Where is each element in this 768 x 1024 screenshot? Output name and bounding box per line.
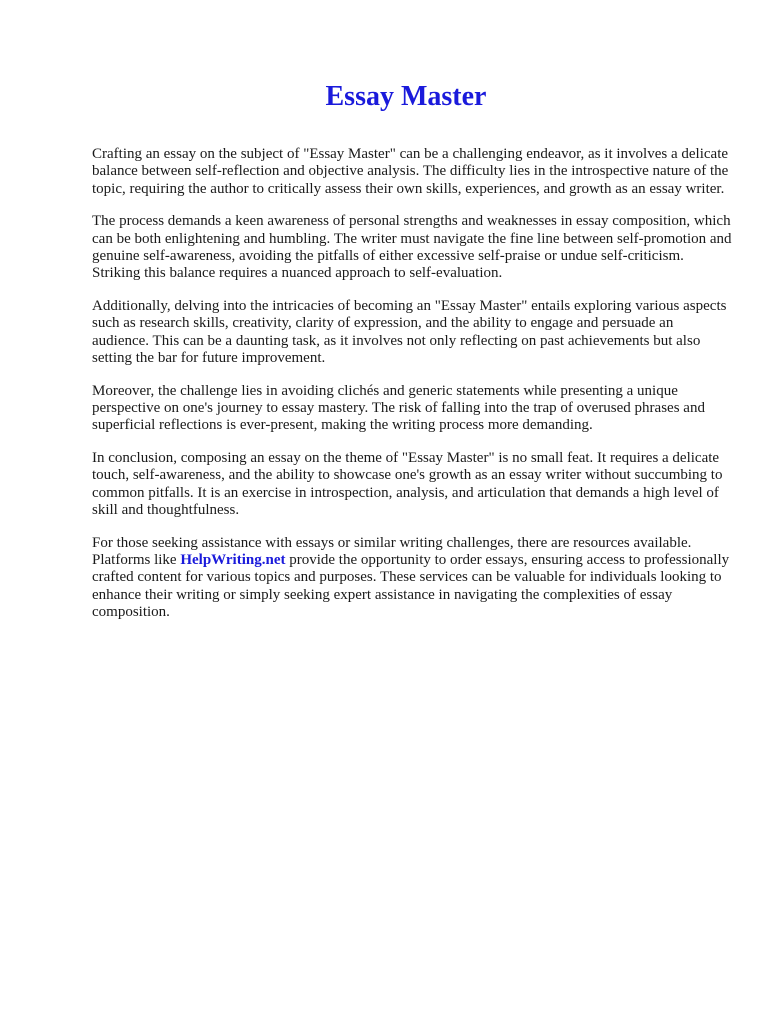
document-body — [92, 146, 732, 637]
paragraph-3: Additionally, delving into the intricacies of becoming an "Essay Master" entails exploring various aspects such as research skills, creativity, clarity of expression, and the ability to engage and persuade an audience. This can be a daunting task, as it involves not only reflecting on past achievements but also setting the bar for future improvement. — [92, 298, 727, 366]
paragraph-5: In conclusion, composing an essay on the theme of "Essay Master" is no small feat. It requires a delicate touch, self-awareness, and the ability to showcase one's growth as an essay writer without succumbing to common pitfalls. It is an exercise in introspection, analysis, and articulation that demands a high level of skill and thoughtfulness. — [92, 450, 723, 519]
helpwriting-link[interactable]: HelpWriting.net — [180, 552, 286, 569]
paragraph-2: The process demands a keen awareness of personal strengths and weaknesses in essay composition, which can be both enlightening and humbling. The writer must navigate the fine line between self-promotion and genuine self-awareness, avoiding the pitfalls of either excessive self-praise or undue self-criticism. Striking this balance requires a nuanced approach to self-evaluation. — [92, 213, 732, 282]
paragraph-1: Crafting an essay on the subject of "Essay Master" can be a challenging endeavor, as it involves a delicate balance between self-reflection and objective analysis. The difficulty lies in the introspective nature of the topic, requiring the author to critically assess their own skills, experiences, and growth as an essay writer. — [92, 146, 729, 197]
paragraph-6-after-link: provide the opportunity to order essays, ensuring access to professionally crafted content for various topics and purposes. These services can be valuable for individuals looking to enhance their writing or simply seeking expert assistance in navigating the complexities of essay composition. — [92, 552, 730, 621]
page-title: Essay Master — [325, 81, 487, 112]
paragraph-4: Moreover, the challenge lies in avoiding clichés and generic statements while presenting a unique perspective on one's journey to essay mastery. The risk of falling into the trap of overused phrases and superficial reflections is ever-present, making the writing process more demanding. — [92, 382, 705, 434]
paragraph-6-before-link: For those seeking assistance with essays or similar writing challenges, there are resources available. Platforms like — [92, 534, 692, 569]
paragraph-6 — [92, 535, 732, 621]
